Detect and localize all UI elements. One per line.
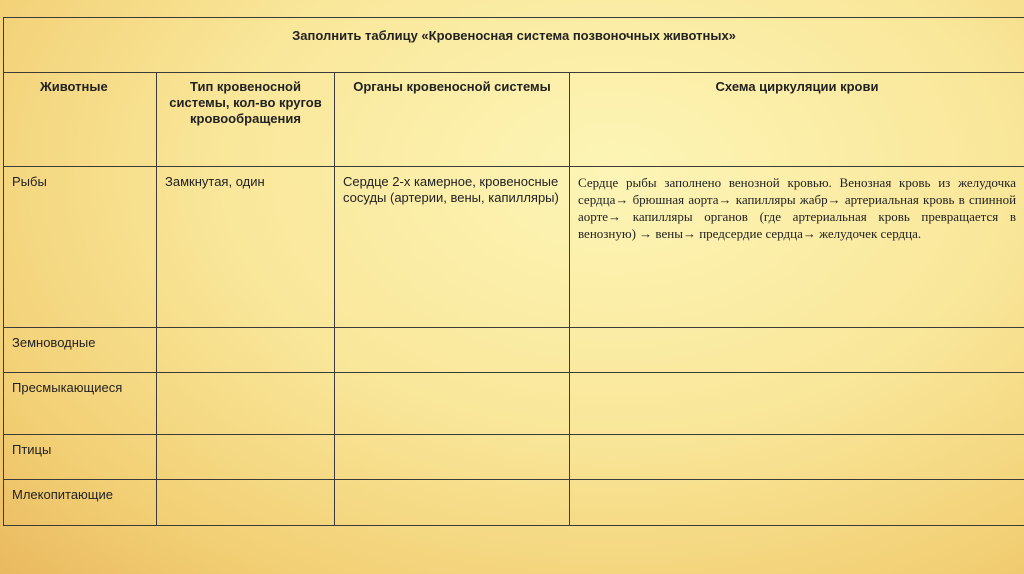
cell-scheme bbox=[570, 373, 1024, 435]
header-organs: Органы кровеносной системы bbox=[335, 73, 570, 167]
cell-animal: Млекопитающие bbox=[4, 480, 157, 526]
blood-system-table bbox=[3, 17, 1024, 526]
cell-organs: Сердце 2-х камерное, кровеносные сосуды (артерии, вены, капилляры) bbox=[335, 167, 570, 328]
cell-scheme bbox=[570, 435, 1024, 480]
cell-scheme bbox=[570, 480, 1024, 526]
cell-scheme bbox=[570, 328, 1024, 373]
cell-type bbox=[157, 328, 335, 373]
header-animals: Животные bbox=[4, 73, 157, 167]
header-type: Тип кровеносной системы, кол-во кругов кровообращения bbox=[157, 73, 335, 167]
cell-type: Замкнутая, один bbox=[157, 167, 335, 328]
cell-animal: Пресмыкающиеся bbox=[4, 373, 157, 435]
cell-animal: Птицы bbox=[4, 435, 157, 480]
table-row bbox=[4, 435, 1024, 480]
header-row bbox=[4, 73, 1024, 167]
cell-organs bbox=[335, 373, 570, 435]
cell-animal: Рыбы bbox=[4, 167, 157, 328]
cell-organs bbox=[335, 480, 570, 526]
cell-animal: Земноводные bbox=[4, 328, 157, 373]
header-scheme: Схема циркуляции крови bbox=[570, 73, 1024, 167]
cell-type bbox=[157, 435, 335, 480]
cell-type bbox=[157, 373, 335, 435]
table-row bbox=[4, 373, 1024, 435]
cell-organs bbox=[335, 435, 570, 480]
table-row bbox=[4, 480, 1024, 526]
cell-organs bbox=[335, 328, 570, 373]
cell-scheme: Сердце рыбы заполнено венозной кровью. Венозная кровь из желудочка сердца→ брюшная аорта→ капилляры жабр→ артериальная кровь в спинной аорте→ капилляры органов (где артериальная кровь превращается в венозную) → вены→ предсердие сердца→ желудочек сердца. bbox=[570, 167, 1024, 328]
table-row bbox=[4, 167, 1024, 328]
table-title: Заполнить таблицу «Кровеносная система позвоночных животных» bbox=[4, 18, 1024, 73]
cell-type bbox=[157, 480, 335, 526]
table-row bbox=[4, 328, 1024, 373]
